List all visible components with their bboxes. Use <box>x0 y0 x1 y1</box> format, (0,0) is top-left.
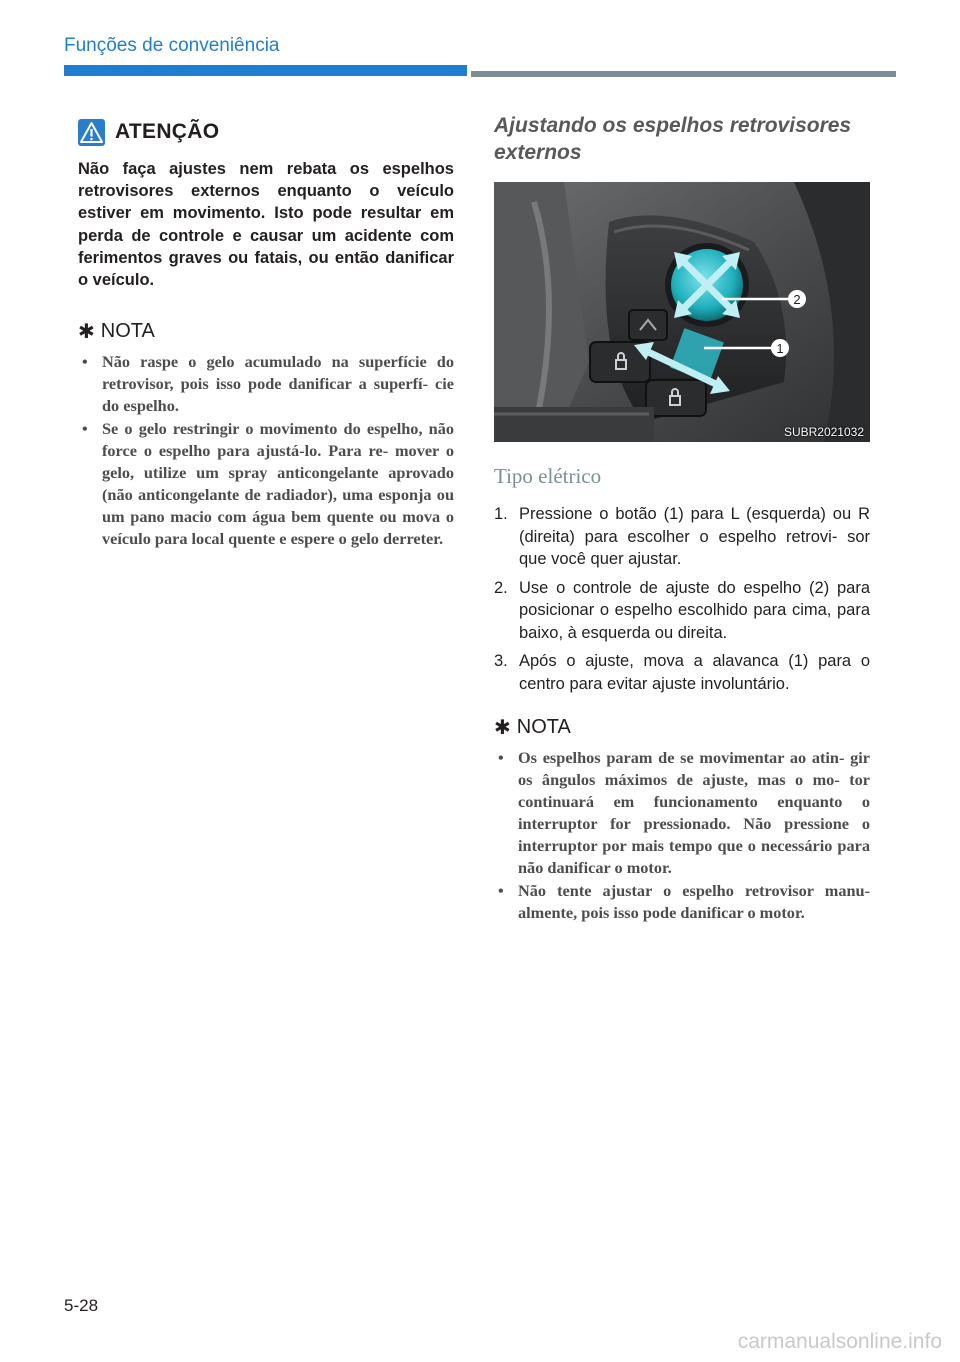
subsection-title: Tipo elétrico <box>494 464 602 488</box>
callout-label-2: 2 <box>793 292 801 307</box>
nota-list <box>78 351 454 550</box>
warning-text: Não faça ajustes nem rebata os espelhos retrovisores externos enquanto o veículo estiver em movimento. Isto pode resultar em perda de controle e causar um acidente com ferimentos graves ou fatais, ou então danificar o veículo. <box>78 160 454 290</box>
watermark: carmanualsonline.info <box>737 1330 942 1353</box>
nota-item: • Não tente ajustar o espelho retrovisor manu- almente, pois isso pode danificar o motor. <box>494 880 870 924</box>
header-rule-blue <box>64 65 467 76</box>
section-title: Ajustando os espelhos retrovisores externos <box>494 114 852 164</box>
step-text: Pressione o botão (1) para L (esquerda) ou R (direita) para escolher o espelho retrovi- sor que você quer ajustar. <box>519 505 870 568</box>
warning-triangle-icon <box>78 119 105 146</box>
mirror-control-illustration <box>494 182 870 442</box>
step-text: Use o controle de ajuste do espelho (2) para posicionar o espelho escolhido para cima, para baixo, à esquerda ou direita. <box>519 578 870 642</box>
asterisk-icon: ✱ <box>494 715 511 739</box>
step-number: 2. <box>494 578 508 597</box>
step-number: 1. <box>494 505 508 523</box>
callout-label-1: 1 <box>776 341 784 356</box>
left-column <box>78 112 454 551</box>
figure-code: SUBR2021032 <box>783 425 864 439</box>
step-item <box>494 650 870 695</box>
steps-list <box>494 503 870 695</box>
right-column <box>494 112 870 925</box>
nota-header <box>78 315 454 347</box>
page-number: 5-28 <box>64 1296 99 1315</box>
mirror-control-figure <box>494 182 870 442</box>
step-text: Após o ajuste, mova a alavanca (1) para o centro para evitar ajuste involuntário. <box>519 652 870 693</box>
warning-header <box>78 112 454 152</box>
warning-title: ATENÇÃO <box>115 120 220 143</box>
header-rule-gray <box>471 71 896 77</box>
section-header-title: Funções de conveniência <box>64 35 280 56</box>
nota-item: • Não raspe o gelo acumulado na superfície do retrovisor, pois isso pode danificar a superfí- cie do espelho. <box>78 351 454 417</box>
nota-header <box>494 711 870 743</box>
nota-list <box>494 747 870 924</box>
asterisk-icon: ✱ <box>78 319 95 344</box>
nota-item: • Se o gelo restringir o movimento do espelho, não force o espelho para ajustá-lo. Para re- mover o gelo, utilize um spray anticongelante aprovado (não anticongelante de radiador), uma esponja ou um pano macio com água bem quente ou mova o veículo para local quente e espere o gelo derreter. <box>78 418 454 550</box>
nota-item: • Os espelhos param de se movimentar ao atin- gir os ângulos máximos de ajuste, mas o mo- tor continuará em funcionamento enquanto o interruptor for pressionado. Não pressione o interruptor por mais tempo que o necessário para não danificar o motor. <box>494 747 870 879</box>
step-item <box>494 577 870 645</box>
step-item <box>494 503 870 571</box>
nota-title: NOTA <box>516 715 571 738</box>
step-number: 3. <box>494 652 508 670</box>
nota-title: NOTA <box>100 319 155 342</box>
